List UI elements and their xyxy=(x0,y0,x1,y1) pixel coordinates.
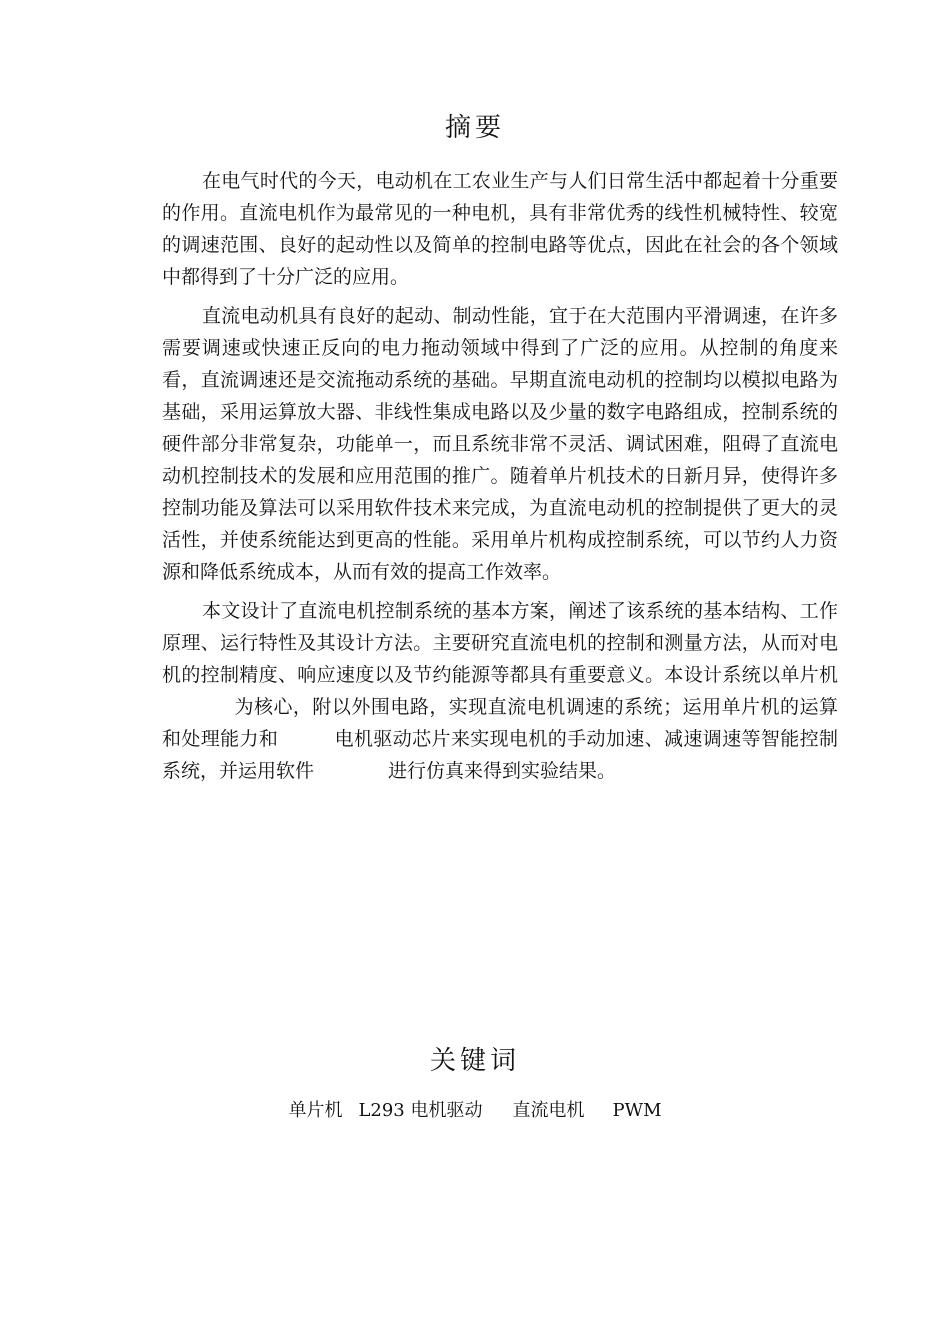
abstract-paragraph-2: 直流电动机具有良好的起动、制动性能，宜于在大范围内平滑调速，在许多需要调速或快速正反向的电力拖动领域中得到了广泛的应用。从控制的角度来看，直流调速还是交流拖动系统的基础。早期直流电动机的控制均以模拟电路为基础，采用运算放大器、非线性集成电路以及少量的数字电路组成，控制系统的硬件部分非常复杂，功能单一，而且系统非常不灵活、调试困难，阻碍了直流电动机控制技术的发展和应用范围的推广。随着单片机技术的日新月异，使得许多控制功能及算法可以采用软件技术来完成，为直流电动机的控制提供了更大的灵活性，并使系统能达到更高的性能。采用单片机构成控制系统，可以节约人力资源和降低系统成本，从而有效的提高工作效率。 xyxy=(162,305,838,583)
keyword-item: L293 电机驱动 xyxy=(358,1100,483,1121)
abstract-title: 摘要 xyxy=(444,113,505,143)
keyword-item: 直流电机 xyxy=(512,1100,585,1121)
keywords-list xyxy=(0,1096,950,1122)
keyword-item: PWM xyxy=(612,1100,662,1121)
abstract-paragraph-3-part-2: 为核心，附以外围电路，实现直流电机调速的系统；运用单片机的运算和处理能力和 xyxy=(162,696,838,750)
abstract-paragraph-3 xyxy=(162,595,838,787)
abstract-paragraph-1: 在电气时代的今天，电动机在工农业生产与人们日常生活中都起着十分重要的作用。直流电机作为最常见的一种电机，具有非常优秀的线性机械特性、较宽的调速范围、良好的起动性以及简单的控制电路等优点，因此在社会的各个领域中都得到了十分广泛的应用。 xyxy=(162,170,838,288)
keyword-item: 单片机 xyxy=(288,1100,343,1121)
abstract-paragraph-3-part-3: 电机驱动芯片来实现电机的手动加速、减速调速等智能控制系统，并运用软件 xyxy=(162,728,838,782)
abstract-paragraph-3-part-4: 进行仿真来得到实验结果。 xyxy=(388,760,617,782)
abstract-paragraph-3-part-1: 本文设计了直流电机控制系统的基本方案，阐述了该系统的基本结构、工作原理、运行特性及其设计方法。主要研究直流电机的控制和测量方法，从而对电机的控制精度、响应速度以及节约能源等都具有重要意义。本设计系统以单片机 xyxy=(162,600,838,686)
keywords-title: 关键词 xyxy=(429,1046,520,1076)
abstract-body xyxy=(162,165,838,794)
